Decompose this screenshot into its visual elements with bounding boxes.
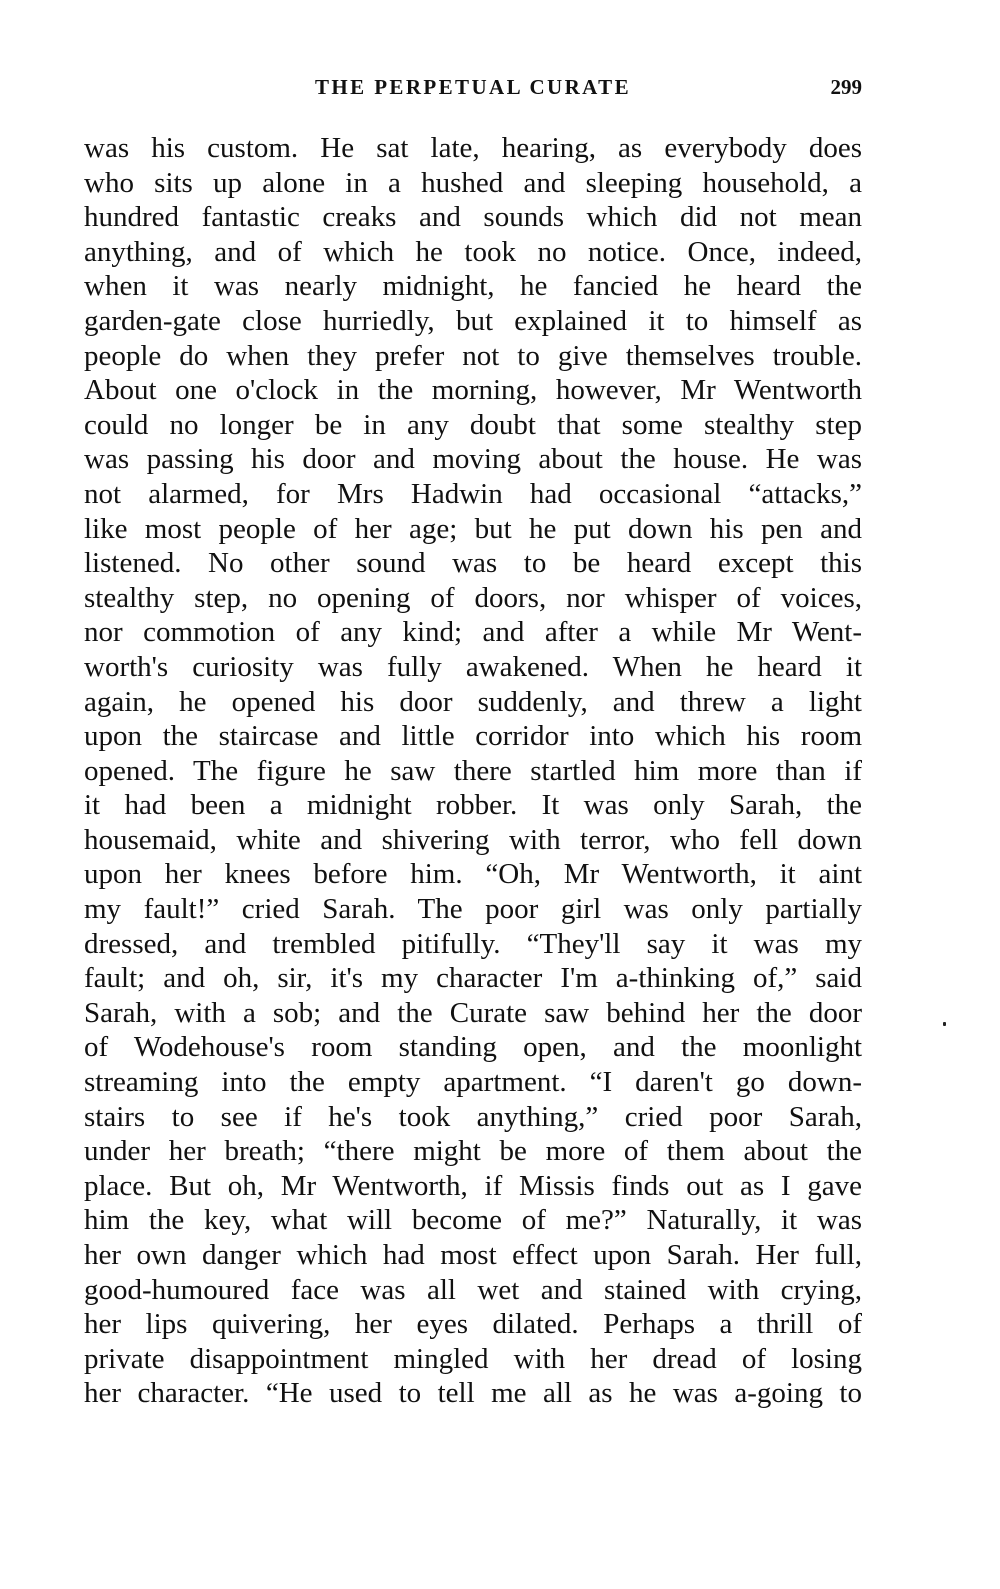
text-line: housemaid, white and shivering with terror, who fell down (84, 823, 862, 856)
print-speck (943, 1022, 946, 1026)
text-line: like most people of her age; but he put down his pen and (84, 512, 862, 545)
text-line: was his custom. He sat late, hearing, as everybody does (84, 132, 862, 164)
text-line: her lips quivering, her eyes dilated. Perhaps a thrill of (84, 1308, 862, 1341)
text-line: upon her knees before him. “Oh, Mr Wentworth, it aint (84, 858, 862, 891)
text-line: fault; and oh, sir, it's my character I'm a-thinking of,” said (84, 962, 862, 995)
page-number: 299 (830, 75, 862, 99)
text-line: her character. “He used to tell me all as he was a-going to (84, 1377, 862, 1410)
running-head (84, 72, 862, 102)
text-line: when it was nearly midnight, he fancied he heard the (84, 270, 862, 303)
text-line: private disappointment mingled with her dread of losing (84, 1342, 862, 1375)
text-line: hundred fantastic creaks and sounds which did not mean (84, 201, 862, 234)
text-line: stealthy step, no opening of doors, nor whisper of voices, (84, 581, 862, 614)
text-line: was passing his door and moving about the house. He was (84, 443, 862, 476)
text-line: opened. The figure he saw there startled him more than if (84, 754, 862, 787)
text-line: streaming into the empty apartment. “I daren't go down- (84, 1066, 862, 1099)
text-line: worth's curiosity was fully awakened. When he heard it (84, 650, 862, 683)
text-line: people do when they prefer not to give themselves trouble. (84, 339, 862, 372)
text-line: my fault!” cried Sarah. The poor girl was only partially (84, 893, 862, 926)
text-line: listened. No other sound was to be heard except this (84, 547, 862, 580)
text-line: her own danger which had most effect upon Sarah. Her full, (84, 1239, 862, 1271)
body-text (84, 131, 862, 1411)
text-line: who sits up alone in a hushed and sleeping household, a (84, 166, 862, 199)
text-line: upon the staircase and little corridor into which his room (84, 720, 862, 753)
text-line: him the key, what will become of me?” Naturally, it was (84, 1204, 862, 1237)
text-line: nor commotion of any kind; and after a while Mr Went- (84, 616, 862, 649)
text-line: stairs to see if he's took anything,” cried poor Sarah, (84, 1100, 862, 1133)
text-line: not alarmed, for Mrs Hadwin had occasional “attacks,” (84, 477, 862, 510)
text-line: anything, and of which he took no notice. Once, indeed, (84, 235, 862, 268)
running-title: THE PERPETUAL CURATE (315, 75, 631, 99)
text-line: garden-gate close hurriedly, but explained it to himself as (84, 304, 862, 337)
text-line: About one o'clock in the morning, however, Mr Wentworth (84, 374, 862, 407)
text-line: again, he opened his door suddenly, and threw a light (84, 685, 862, 718)
text-line: could no longer be in any doubt that some stealthy step (84, 408, 862, 441)
text-line: Sarah, with a sob; and the Curate saw behind her the door (84, 996, 862, 1029)
text-line: of Wodehouse's room standing open, and the moonlight (84, 1031, 862, 1064)
text-line: dressed, and trembled pitifully. “They'll say it was my (84, 927, 862, 960)
text-line: under her breath; “there might be more of them about the (84, 1135, 862, 1168)
text-line: good-humoured face was all wet and stained with crying, (84, 1273, 862, 1306)
text-line: it had been a midnight robber. It was only Sarah, the (84, 789, 862, 822)
text-line: place. But oh, Mr Wentworth, if Missis finds out as I gave (84, 1169, 862, 1202)
